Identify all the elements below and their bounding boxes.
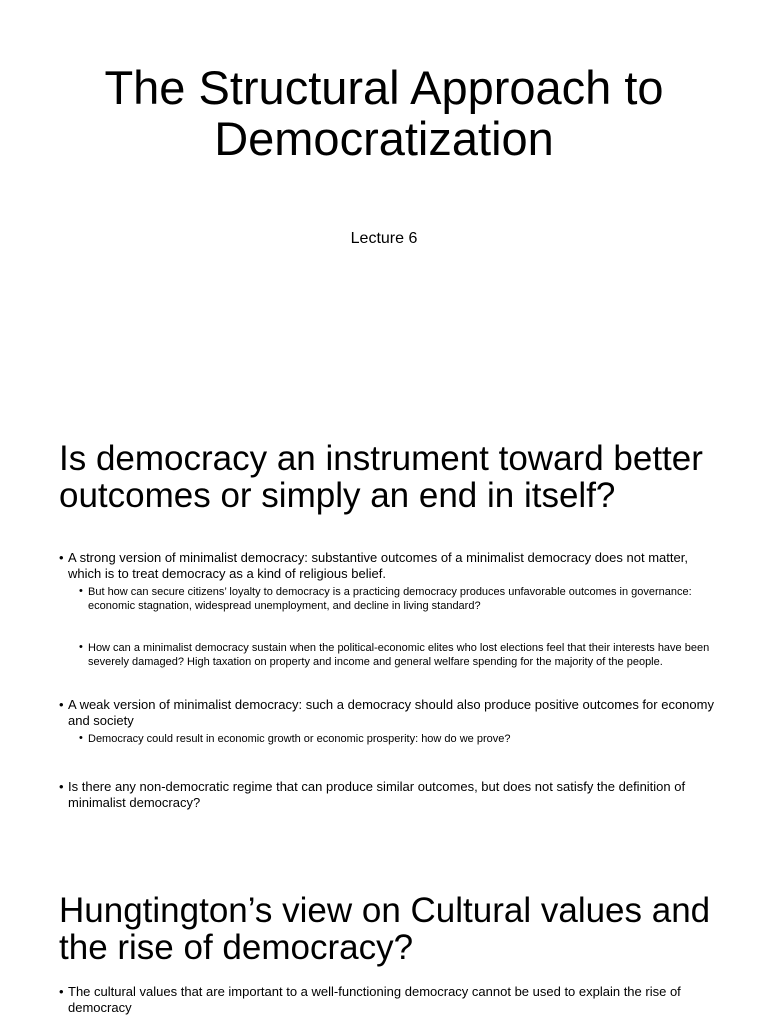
sub-bullet-citizens-loyalty: • But how can secure citizens’ loyalty to democracy is a practicing democracy produces unfavorable outcomes in governance: economic stagnation, widespread unemployment, and decline in living standard? — [79, 585, 719, 613]
sub-bullet-economic-growth: • Democracy could result in economic growth or economic prosperity: how do we prove? — [79, 732, 719, 746]
lecture-subtitle: Lecture 6 — [350, 230, 418, 247]
title-slide — [0, 0, 768, 400]
democracy-instrument-slide — [0, 400, 768, 840]
bullet-weak-version: • A weak version of minimalist democracy: such a democracy should also produce positive outcomes for economy and society — [59, 697, 719, 729]
bullet-list — [59, 984, 719, 1016]
bullet-list — [59, 550, 719, 811]
bullet-non-democratic-regime: • Is there any non-democratic regime that can produce similar outcomes, but does not satisfy the definition of minimalist democracy? — [59, 779, 719, 811]
bullet-cultural-values: • The cultural values that are important to a well-functioning democracy cannot be used to explain the rise of democracy — [59, 984, 719, 1016]
bullet-strong-version: • A strong version of minimalist democracy: substantive outcomes of a minimalist democracy does not matter, which is to treat democracy as a kind of religious belief. — [59, 550, 719, 582]
slide-heading: Is democracy an instrument toward better outcomes or simply an end in itself? — [59, 439, 703, 515]
slide-heading: Hungtington’s view on Cultural values and the rise of democracy? — [59, 891, 711, 967]
huntington-cultural-values-slide — [0, 840, 768, 1024]
sub-bullet-elites-sustain: • How can a minimalist democracy sustain when the political-economic elites who lost elections feel that their interests have been severely damaged? High taxation on property and income and general welfare spending for the majority of the people. — [79, 641, 719, 669]
presentation-title: The Structural Approach to Democratization — [104, 61, 664, 165]
